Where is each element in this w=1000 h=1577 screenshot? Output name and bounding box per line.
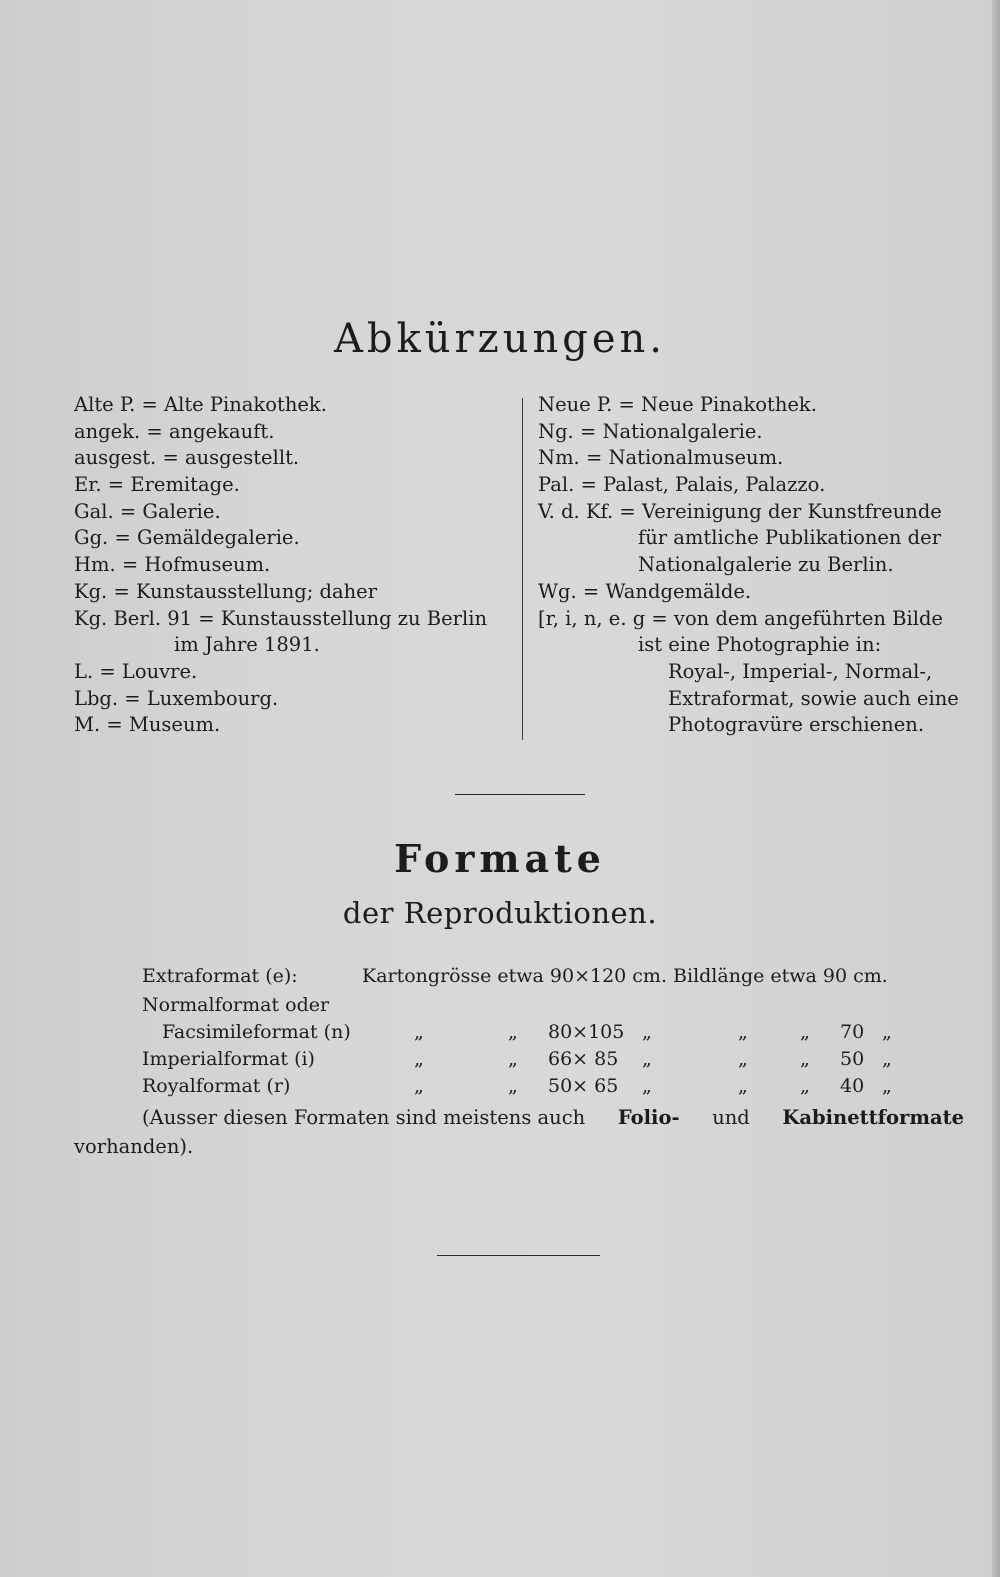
abbreviation-line: Kg. = Kunstausstellung; daher xyxy=(74,579,378,603)
abbreviation-line: Alte P. = Alte Pinakothek. xyxy=(74,393,327,416)
abbreviation-line: L. = Louvre. xyxy=(74,659,198,683)
closing-divider xyxy=(437,1255,600,1256)
ditto-mark: „ xyxy=(414,1048,424,1070)
abbreviation-line: Hm. = Hofmuseum. xyxy=(74,553,271,577)
abbreviation-line: ausgest. = ausgestellt. xyxy=(74,446,300,470)
note-folio: Folio- xyxy=(617,1106,680,1129)
ditto-mark: „ xyxy=(882,1048,892,1070)
abbreviation-line: Extraformat, sowie auch eine xyxy=(668,686,959,710)
note-text: (Ausser diesen Formaten sind meistens auch xyxy=(142,1106,586,1129)
abbreviation-line: für amtliche Publikationen der xyxy=(638,526,942,550)
note-line-2: vorhanden). xyxy=(74,1135,194,1158)
formats-note xyxy=(74,1103,964,1161)
ditto-mark: „ xyxy=(882,1021,892,1043)
format-label-royal: Royalformat (r) xyxy=(142,1075,291,1097)
note-und: und xyxy=(712,1106,750,1129)
abbreviation-line: Er. = Eremitage. xyxy=(74,473,240,497)
formats-subtitle: der Reproduktionen. xyxy=(342,896,658,930)
format-size-royal: 50× 65 xyxy=(548,1075,619,1097)
abbreviation-line: Gal. = Galerie. xyxy=(74,499,221,523)
ditto-mark: „ xyxy=(414,1021,424,1043)
format-label-normal-1: Normalformat oder xyxy=(142,994,330,1016)
format-label-normal-2: Facsimileformat (n) xyxy=(162,1021,351,1043)
abbreviation-line: M. = Museum. xyxy=(74,713,221,737)
format-length-imperial: 50 xyxy=(840,1048,865,1070)
ditto-mark: „ xyxy=(642,1075,652,1097)
page-title: Abkürzungen. xyxy=(334,316,666,362)
ditto-mark: „ xyxy=(414,1075,424,1097)
formats-title: Formate xyxy=(394,836,606,881)
abbreviation-line: im Jahre 1891. xyxy=(174,633,320,657)
format-value-extra: Kartongrösse etwa 90×120 cm. Bildlänge etwa 90 cm. xyxy=(362,965,888,987)
abbreviation-line: angek. = angekauft. xyxy=(74,419,275,443)
ditto-mark: „ xyxy=(508,1021,518,1043)
ditto-mark: „ xyxy=(738,1075,748,1097)
ditto-mark: „ xyxy=(642,1021,652,1043)
ditto-mark: „ xyxy=(738,1048,748,1070)
note-line-1 xyxy=(74,1103,964,1132)
ditto-mark: „ xyxy=(642,1048,652,1070)
ditto-mark: „ xyxy=(800,1048,810,1070)
abbreviation-line: Royal-, Imperial-, Normal-, xyxy=(668,659,933,683)
abbreviation-line: ist eine Photographie in: xyxy=(638,633,882,657)
abbreviation-line: Gg. = Gemäldegalerie. xyxy=(74,526,300,550)
ditto-mark: „ xyxy=(800,1021,810,1043)
abbreviation-line: Neue P. = Neue Pinakothek. xyxy=(538,393,817,416)
format-length-royal: 40 xyxy=(840,1075,865,1097)
format-size-normal: 80×105 xyxy=(548,1021,625,1043)
abbreviation-line: Kg. Berl. 91 = Kunstausstellung zu Berlin xyxy=(74,606,488,630)
abbreviation-line: Nm. = Nationalmuseum. xyxy=(538,446,784,470)
ditto-mark: „ xyxy=(800,1075,810,1097)
format-label-extra: Extraformat (e): xyxy=(142,965,298,987)
note-kabinett: Kabinettformate xyxy=(782,1106,964,1129)
abbreviations-left-column xyxy=(74,392,514,739)
format-length-normal: 70 xyxy=(840,1021,865,1043)
abbreviation-line: Ng. = Nationalgalerie. xyxy=(538,419,763,443)
format-label-imperial: Imperialformat (i) xyxy=(142,1048,315,1070)
abbreviation-line: Pal. = Palast, Palais, Palazzo. xyxy=(538,473,826,497)
format-size-imperial: 66× 85 xyxy=(548,1048,619,1070)
abbreviation-line: Lbg. = Luxembourg. xyxy=(74,686,279,710)
section-divider xyxy=(455,794,585,795)
page-edge xyxy=(992,0,1000,1577)
ditto-mark: „ xyxy=(508,1075,518,1097)
ditto-mark: „ xyxy=(882,1075,892,1097)
column-divider xyxy=(522,398,523,740)
abbreviation-line: V. d. Kf. = Vereinigung der Kunstfreunde xyxy=(538,499,942,523)
abbreviation-line: [r, i, n, e. g = von dem angeführten Bilde xyxy=(538,606,943,630)
abbreviation-line: Nationalgalerie zu Berlin. xyxy=(638,553,894,577)
abbreviation-line: Photogravüre erschienen. xyxy=(668,713,925,737)
ditto-mark: „ xyxy=(508,1048,518,1070)
abbreviations-right-column xyxy=(538,392,963,739)
ditto-mark: „ xyxy=(738,1021,748,1043)
abbreviation-line: Wg. = Wandgemälde. xyxy=(538,579,752,603)
